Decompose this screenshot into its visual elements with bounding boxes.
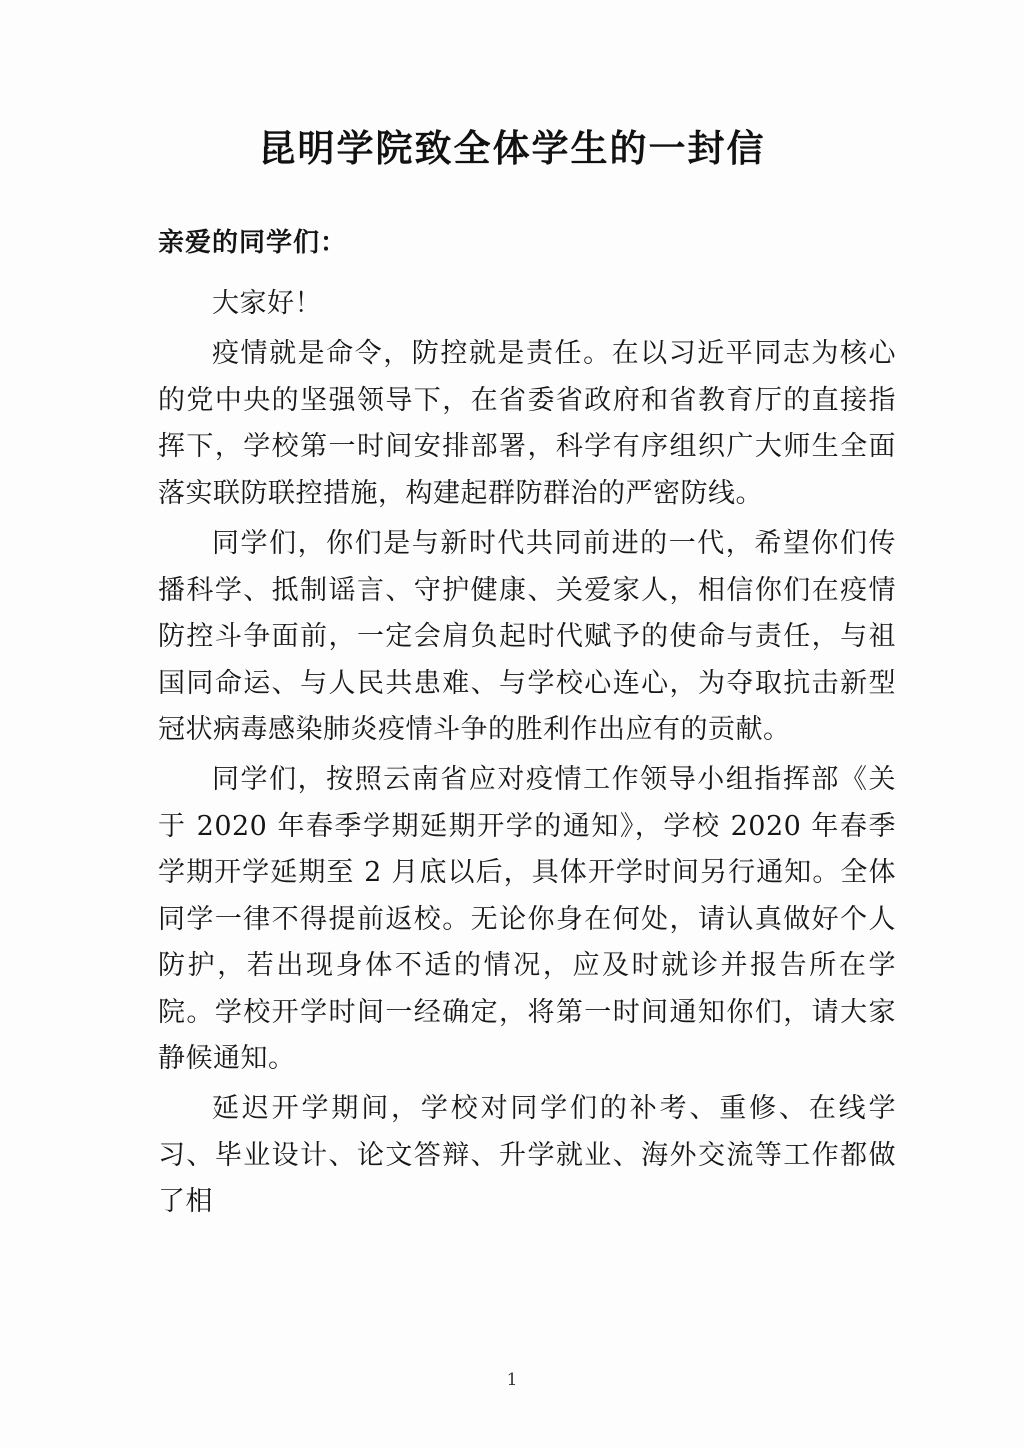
- paragraph-greeting: 大家好！: [212, 288, 322, 319]
- salutation: 亲爱的同学们：: [158, 228, 348, 258]
- paragraph-epidemic-order: 疫情就是命令，防控就是责任。在以习近平同志为核心的党中央的坚强领导下，在省委省政府和省教育厅的直接指挥下，学校第一时间安排部署，科学有序组织广大师生全面落实联防联控措施，构建起群防群治的严密防线。: [158, 338, 896, 509]
- page-number: 1: [506, 1370, 518, 1390]
- paragraph-new-era: 同学们，你们是与新时代共同前进的一代，希望你们传播科学、抵制谣言、守护健康、关爱家人，相信你们在疫情防控斗争面前，一定会肩负起时代赋予的使命与责任，与祖国同命运、与人民共患难、与学校心连心，为夺取抗击新型冠状病毒感染肺炎疫情斗争的胜利作出应有的贡献。: [158, 528, 896, 745]
- page-title: 昆明学院致全体学生的一封信: [258, 126, 766, 170]
- document-body: [0, 224, 1024, 1226]
- paragraph-semester-delay: 同学们，按照云南省应对疫情工作领导小组指挥部《关于 2020 年春季学期延期开学的通知》，学校 2020 年春季学期开学延期至 2 月底以后，具体开学时间另行通知。全体同学一律不得提前返校。无论你身在何处，请认真做好个人防护，若出现身体不适的情况，应及时就诊并报告所在学院。学校开学时间一经确定，将第一时间通知你们，请大家静候通知。: [158, 764, 896, 1074]
- paragraph-delay-arrangements: 延迟开学期间，学校对同学们的补考、重修、在线学习、毕业设计、论文答辩、升学就业、海外交流等工作都做了相: [158, 1093, 896, 1218]
